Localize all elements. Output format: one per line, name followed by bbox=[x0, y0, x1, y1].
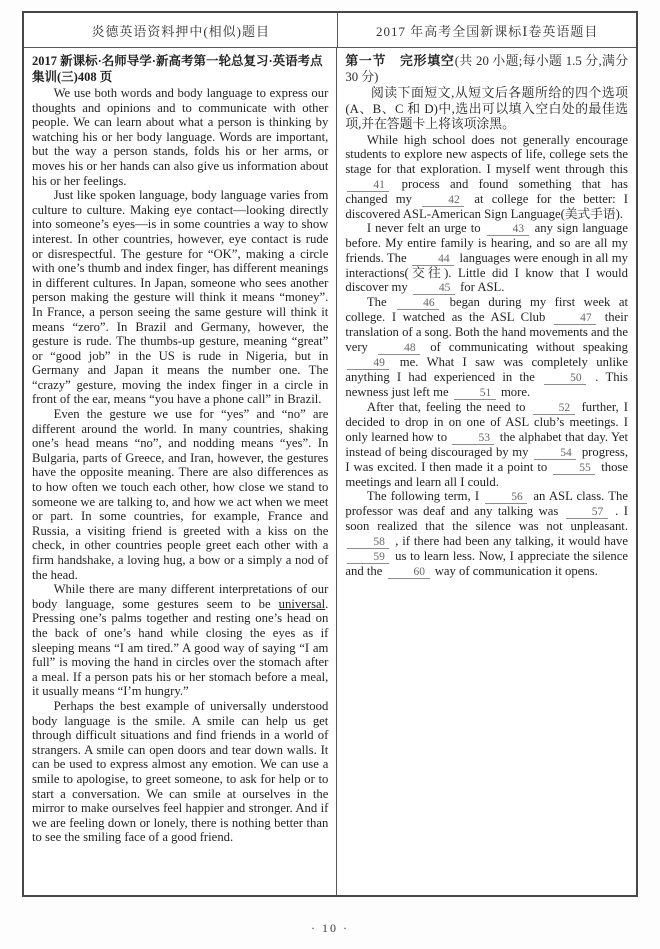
passage-paragraph: Even the gesture we use for “yes” and “no” are different around the world. In many countries, shaking one’s head means “no”, and nodding means “yes”. In Bulgaria, parts of Greece, and Iran, however, the gestures have the opposite meaning. There are also differences as to how often we touch each other, how close we stand to someone we are talking to, and how we act when we meet or part. In some countries, for example, France and Russia, a visiting friend is greeted with a kiss on the check, in other countries people greet each other with a firm handshake, a loving hug, a bow or a simply a nod of the head. bbox=[32, 407, 329, 582]
cloze-blank-54: 54 bbox=[534, 447, 576, 460]
section-score-note: (共 20 小题;每小题 1.5 分,满分 30 分) bbox=[345, 54, 629, 84]
cloze-blank-60: 60 bbox=[388, 566, 430, 579]
cloze-blank-51: 51 bbox=[454, 387, 496, 400]
passage-paragraph: While high school does not generally encourage students to explore new aspects of life, college sets the stage for that exploration. I myself went through this 41 process and found something that has changed my 42 at college for the better: I discovered ASL-American Sign Language(美式手语). bbox=[345, 132, 629, 221]
cloze-blank-41: 41 bbox=[347, 179, 389, 192]
cloze-blank-48: 48 bbox=[378, 342, 420, 355]
passage-paragraph: After that, feeling the need to 52 further, I decided to drop in on one of ASL club’s meetings. I only learned how to 53 the alphabet that day. Yet instead of being discouraged by my 54 progress, I was excited. I then made it a point to 55 those meetings and learn all I could. bbox=[345, 399, 628, 489]
cloze-blank-45: 45 bbox=[413, 282, 455, 295]
cloze-blank-56: 56 bbox=[485, 491, 527, 504]
cloze-blank-50: 50 bbox=[544, 372, 586, 385]
source-heading: 2017 新课标·名师导学·新高考第一轮总复习·英语考点集训(三)408 页 bbox=[32, 54, 323, 84]
cloze-blank-42: 42 bbox=[422, 194, 464, 207]
cloze-blank-47: 47 bbox=[554, 312, 596, 325]
underlined-word: universal bbox=[278, 596, 326, 611]
passage-paragraph: While there are many different interpretations of our body language, some gestures seem to be universal. Pressing one’s palms together and resting one’s head on the back of one’s hand while closing the eyes as if sleeping means “I am tired.” A good way of saying “I am full” is moving the hand in circles over the stomach after a meal. If a person pats his or her stomach before a meal, it usually means “I’m hungry.” bbox=[32, 582, 329, 699]
cloze-instructions: 阅读下面短文,从短文后各题所给的四个选项(A、B、C 和 D)中,选出可以填入空白处的最佳选项,并在答题卡上将该项涂黑。 bbox=[345, 86, 628, 132]
cloze-blank-57: 57 bbox=[566, 506, 608, 519]
page-number: · 10 · bbox=[311, 921, 349, 935]
section-title: 第一节 完形填空 bbox=[345, 54, 455, 68]
passage-paragraph: The 46 began during my first week at college. I watched as the ASL Club 47 their translation of a song. Both the hand movements and the very 48 of communicating without speaking 49 me. What I saw was completely unlike anything I had experienced in the 50 . This newness just left me 51 more. bbox=[345, 295, 628, 399]
passage-paragraph: We use both words and body language to express our thoughts and opinions and to communicate with other people. We can learn about what a person is thinking by watching his or her body language. Words are important, but the way a person stands, folds his or her arms, or moves his or her hands can also give us information about his or her feelings. bbox=[32, 86, 329, 188]
cloze-blank-58: 58 bbox=[347, 536, 389, 549]
cloze-blank-46: 46 bbox=[397, 297, 439, 310]
comparison-table bbox=[22, 11, 638, 897]
table-header-row bbox=[24, 13, 636, 48]
cloze-blank-53: 53 bbox=[452, 432, 494, 445]
left-passage bbox=[32, 86, 328, 845]
header-right-title: 2017 年高考全国新课标Ⅰ卷英语题目 bbox=[375, 23, 599, 39]
right-column-exam-question bbox=[337, 48, 636, 895]
cloze-blank-49: 49 bbox=[347, 357, 389, 370]
passage-paragraph: Just like spoken language, body language varies from culture to culture. Making eye contact—looking directly into someone’s eyes—is in some countries a way to show interest. In other countries, however, eye contact is rude or disrespectful. The gesture for “OK”, making a circle with one’s thumb and index finger, has different meanings in different cultures. In Japan, someone who sees another person making the gesture will think it means “money”. In France, a person seeing the same gesture will think it means “zero”. In Brazil and Germany, however, the gesture is rude. The thumbs-up gesture, meaning “great” or “good job” in the US is rude in Nigeria, but in Germany and Japan it means the number one. The “crazy” gesture, moving the index finger in a circle in front of the ear, means “you have a phone call” in Brazil. bbox=[32, 188, 329, 407]
passage-paragraph: I never felt an urge to 43 any sign language before. My entire family is hearing, and so are all my friends. The 44 languages were enough in all my interactions(交往). Little did I know that I would discover my 45 for ASL. bbox=[345, 221, 629, 295]
passage-paragraph: The following term, I 56 an ASL class. The professor was deaf and any talking was 57 . I soon realized that the silence was not unpleasant. 58 , if there had been any talking, it would have 59 us to learn less. Now, I appreciate the silence and the 60 way of communication it opens. bbox=[345, 489, 628, 578]
header-left-title: 炎德英语资料押中(相似)题目 bbox=[24, 13, 338, 47]
left-column-practice-material bbox=[24, 48, 337, 895]
passage-paragraph: Perhaps the best example of universally understood body language is the smile. A smile can help us get through difficult situations and find friends in a world of strangers. A smile can open doors and tear down walls. It can be used to express almost any emotion. We can use a smile to apologise, to greet someone, to ask for help or to start a conversation. We can smile at ourselves in the mirror to make ourselves feel happier and stronger. And if we are feeling down or lonely, there is nothing better than to see the smiling face of a good friend. bbox=[32, 698, 329, 845]
cloze-passage bbox=[345, 133, 628, 579]
cloze-blank-59: 59 bbox=[347, 551, 389, 564]
cloze-blank-44: 44 bbox=[412, 253, 454, 266]
cloze-blank-43: 43 bbox=[487, 223, 529, 236]
cloze-blank-55: 55 bbox=[553, 462, 595, 475]
section-heading bbox=[345, 53, 628, 85]
cloze-blank-52: 52 bbox=[533, 402, 575, 415]
table-body-row bbox=[24, 48, 636, 895]
